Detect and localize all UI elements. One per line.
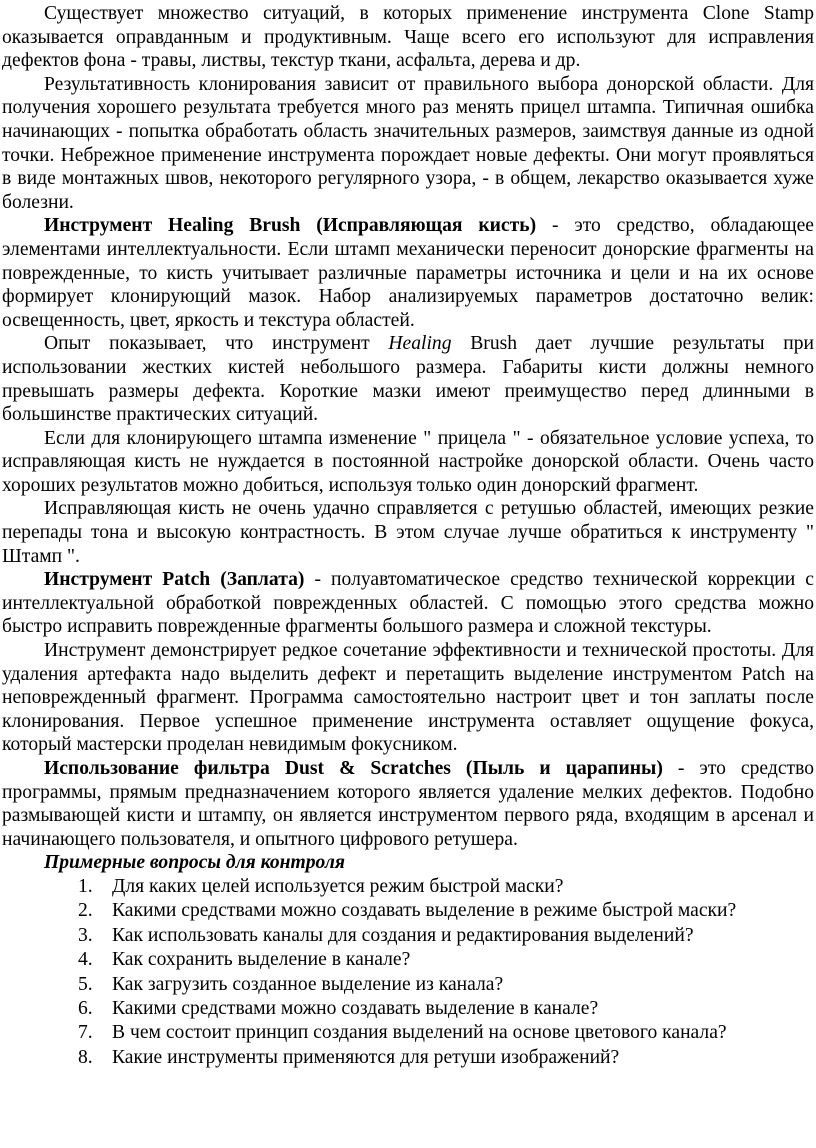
list-item-number: 7. bbox=[78, 1022, 93, 1044]
paragraph-text: Если для клонирующего штампа изменение " прицела " - обязательное условие успеха, то исправляющая кисть не нуждается в постоянной настройке донорской области. Очень часто хороших результатов можно добиться, используя только один донорский фрагмент. bbox=[2, 427, 814, 496]
paragraph-text: - полуавтоматическое средство технической коррекции с интеллектуальной обработкой поврежденных областей. С помощью этого средства можно быстро исправить поврежденные фрагменты большого размера и сложной текстуры. bbox=[2, 569, 814, 638]
paragraph-cloning-effectiveness bbox=[2, 73, 814, 215]
list-item bbox=[2, 997, 814, 1021]
questions-list bbox=[2, 875, 814, 1070]
list-item-text: Какими средствами можно создавать выделение в канале? bbox=[112, 998, 599, 1019]
list-item-number: 5. bbox=[78, 973, 93, 995]
questions-title: Примерные вопросы для контроля bbox=[44, 852, 346, 874]
term-patch-tool: Инструмент Patch (Заплата) bbox=[44, 569, 305, 591]
paragraph-healing-brush-experience bbox=[2, 332, 814, 426]
list-item bbox=[2, 948, 814, 972]
paragraph-healing-vs-stamp bbox=[2, 427, 814, 498]
term-healing-brush: Инструмент Healing Brush (Исправляющая кисть) bbox=[44, 215, 537, 237]
list-item-number: 6. bbox=[78, 998, 93, 1019]
list-item bbox=[2, 1021, 814, 1045]
italic-term-healing: Healing bbox=[388, 333, 452, 355]
list-item-text: Как использовать каналы для создания и редактирования выделений? bbox=[112, 924, 694, 946]
paragraph-text: - это средство программы, прямым предназначением которого является удаление мелких дефектов. Подобно размывающей кисти и штампу, он является инструментом первого ряда, входящим в арсенал и начинающего пользователя, и опытного цифрового ретушера. bbox=[2, 758, 815, 850]
list-item bbox=[2, 924, 814, 948]
list-item bbox=[2, 875, 814, 899]
paragraph-dust-scratches bbox=[2, 757, 814, 851]
list-item-text: Как сохранить выделение в канале? bbox=[112, 949, 411, 971]
list-item bbox=[2, 973, 814, 997]
paragraph-healing-limitations bbox=[2, 497, 814, 568]
list-item-number: 1. bbox=[78, 875, 93, 897]
paragraph-patch-tool bbox=[2, 568, 814, 639]
list-item-text: Как загрузить созданное выделение из канала? bbox=[112, 973, 504, 995]
paragraph-clone-stamp-intro bbox=[2, 2, 814, 73]
list-item bbox=[2, 899, 814, 923]
paragraph-text: - это средство, обладающее элементами интеллектуальности. Если штамп механически переносит донорские фрагменты на поврежденные, то кисть учитывает различные параметры источника и цели и на их основе формирует клонирующий мазок. Набор анализируемых параметров достаточно велик: освещенность, цвет, яркость и текстура областей. bbox=[2, 215, 814, 331]
list-item-text: Для каких целей используется режим быстрой маски? bbox=[112, 875, 564, 897]
paragraph-text: Результативность клонирования зависит от правильного выбора донорской области. Для получения хорошего результата требуется много раз менять прицел штампа. Типичная ошибка начинающих - попытка обработать область значительных размеров, заимствуя данные из одной точки. Небрежное применение инструмента порождает новые дефекты. Они могут проявляться в виде монтажных швов, некоторого регулярного узора, - в общем, лекарство оказывается хуже болезни. bbox=[2, 73, 814, 213]
list-item-text: В чем состоит принцип создания выделений на основе цветового канала? bbox=[112, 1022, 727, 1044]
paragraph-text: Исправляющая кисть не очень удачно справляется с ретушью областей, имеющих резкие перепады тона и высокую контрастность. В этом случае лучше обратиться к инструменту " Штамп ". bbox=[2, 498, 814, 567]
list-item-text: Какие инструменты применяются для ретуши изображений? bbox=[112, 1046, 620, 1068]
list-item bbox=[2, 1046, 814, 1070]
paragraph-text: Существует множество ситуаций, в которых применение инструмента Clone Stamp оказывается оправданным и продуктивным. Чаще всего его используют для исправления дефектов фона - травы, листвы, текстур ткани, асфальта, дерева и др. bbox=[2, 3, 814, 72]
paragraph-lead: Опыт показывает, что инструмент bbox=[44, 333, 389, 355]
paragraph-text: Brush дает лучшие результаты при использовании жестких кистей небольшого размера. Габариты кисти должны немного превышать размеры дефекта. Короткие мазки имеют преимущество перед длинными в большинстве практических ситуаций. bbox=[2, 333, 814, 426]
list-item-number: 3. bbox=[78, 924, 93, 946]
list-item-number: 8. bbox=[78, 1046, 93, 1068]
list-item-number: 2. bbox=[78, 900, 93, 922]
paragraph-text: Инструмент демонстрирует редкое сочетание эффективности и технической простоты. Для удаления артефакта надо выделить дефект и перетащить выделение инструментом Patch на неповрежденный фрагмент. Программа самостоятельно настроит цвет и тон заплаты после клонирования. Первое успешное применение инструмента оставляет ощущение фокуса, который мастерски проделан невидимым фокусником. bbox=[2, 640, 814, 756]
paragraph-patch-usage bbox=[2, 639, 814, 757]
term-dust-scratches: Использование фильтра Dust & Scratches (Пыль и царапины) bbox=[44, 758, 663, 779]
list-item-number: 4. bbox=[78, 949, 93, 971]
paragraph-healing-brush bbox=[2, 214, 814, 332]
list-item-text: Какими средствами можно создавать выделение в режиме быстрой маски? bbox=[112, 900, 737, 922]
